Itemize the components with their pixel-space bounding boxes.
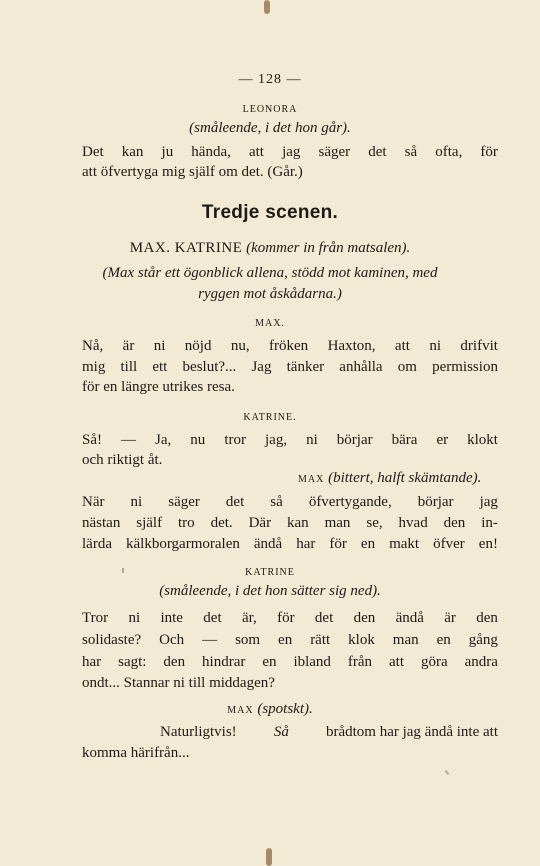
word: tror [224, 432, 246, 448]
word: en [262, 654, 277, 670]
word: säger [318, 144, 351, 160]
word: det [203, 610, 222, 626]
word: Där [248, 515, 272, 531]
stage-direction: (spotskt). [257, 701, 313, 717]
binding-mark-bottom [266, 848, 272, 866]
dialogue-line [82, 142, 498, 162]
word: Ja, [155, 432, 172, 448]
word: säger [168, 494, 200, 510]
word: ofta, [435, 144, 463, 160]
dialogue-line [82, 336, 498, 356]
word: börjar [417, 494, 454, 510]
word: Tror [82, 610, 109, 626]
word: drifvit [460, 338, 498, 354]
dialogue-line [82, 630, 498, 650]
word: jag [282, 144, 301, 160]
stage-direction: (kommer in från matsalen). [246, 240, 411, 256]
word: för [329, 536, 347, 552]
word: Jag [251, 359, 272, 375]
word: Och [159, 632, 185, 648]
dialogue-line: ondt... Stannar ni till middagen? [82, 675, 275, 691]
word: börjar [336, 432, 373, 448]
word: nästan [82, 515, 121, 531]
word: nu, [230, 338, 250, 354]
paper-speck [445, 770, 450, 775]
dialogue-line: för en längre utrikes resa. [82, 379, 235, 395]
word: öfvertygande, [308, 494, 392, 510]
word: om [397, 359, 417, 375]
word: göra [420, 654, 448, 670]
word: en [360, 536, 376, 552]
scene-heading: Tredje scenen. [201, 202, 339, 223]
word: man [392, 632, 419, 648]
speaker-name: MAX. [255, 318, 285, 329]
word: nu [190, 432, 206, 448]
stage-direction: (Max står ett ögonblick allena, stödd mot kaminen, med [102, 265, 438, 281]
word: solidaste? [82, 632, 142, 648]
word: jag, [265, 432, 288, 448]
word: ni [130, 494, 143, 510]
word: permission [432, 359, 498, 375]
word: ändå [253, 536, 283, 552]
dialogue-fragment: brådtom har jag ändå inte att [325, 724, 498, 740]
dialogue-line [82, 608, 498, 628]
word: andra [464, 654, 498, 670]
word: hvad [398, 515, 428, 531]
word: är, [241, 610, 257, 626]
word: det. [210, 515, 233, 531]
word: en [436, 632, 451, 648]
word: att [394, 338, 410, 354]
speaker-line [298, 468, 481, 490]
word: beslut?... [182, 359, 237, 375]
dialogue-fragment: Naturligtvis! [160, 724, 237, 740]
speaker-name: KATRINE. [243, 412, 297, 423]
dialogue-line [82, 534, 498, 554]
word: anhålla [339, 359, 383, 375]
word: är [444, 610, 456, 626]
page-number: — 128 — [238, 72, 302, 87]
dialogue-line [82, 513, 498, 533]
word: det [314, 610, 334, 626]
speaker-name: LEONORA [242, 104, 298, 115]
word: kan [287, 515, 309, 531]
word: Nå, [82, 338, 104, 354]
word: ett [152, 359, 168, 375]
word: hindrar [202, 654, 246, 670]
word: mig [82, 359, 106, 375]
word: ju [161, 144, 174, 160]
word: till [120, 359, 138, 375]
word: tänker [286, 359, 325, 375]
word: själf [136, 515, 163, 531]
word: tro [178, 515, 195, 531]
dialogue-line: komma härifrån... [82, 745, 190, 761]
dialogue-fragment: Så [273, 724, 289, 740]
word: den [443, 515, 466, 531]
dialogue-line [82, 357, 498, 377]
word: den [163, 654, 186, 670]
word: in- [481, 515, 498, 531]
stage-direction: (småleende, i det hon sätter sig ned). [159, 583, 381, 599]
dialogue-line: och riktigt åt. [82, 452, 163, 468]
word: gång [468, 632, 498, 648]
dialogue-line [82, 430, 498, 450]
word: klok [348, 632, 375, 648]
word: ni [153, 338, 166, 354]
word: nöjd [184, 338, 212, 354]
word: Så! [82, 432, 102, 448]
word: hända, [191, 144, 231, 160]
word: att [389, 654, 404, 670]
word: ni [128, 610, 141, 626]
word: från [347, 654, 373, 670]
word: att [248, 144, 264, 160]
word: ni [429, 338, 441, 354]
word: ibland [293, 654, 331, 670]
word: öfver [433, 536, 465, 552]
word: inte [160, 610, 183, 626]
word: den [353, 610, 376, 626]
speaker-name: MAX [298, 474, 325, 485]
word: ni [306, 432, 318, 448]
word: för [480, 144, 498, 160]
word: en [278, 632, 293, 648]
word: När [82, 494, 105, 510]
word: Det [82, 144, 104, 160]
word: — [121, 432, 137, 448]
word: det [225, 494, 245, 510]
word: för [277, 610, 295, 626]
speaker-name: KATRINE [245, 567, 295, 578]
word: så [404, 144, 418, 160]
word: Haxton, [327, 338, 376, 354]
word: man [324, 515, 351, 531]
word: så [270, 494, 283, 510]
word: — [202, 632, 218, 648]
dialogue-line [82, 652, 498, 672]
word: ändå [395, 610, 424, 626]
word: se, [366, 515, 383, 531]
word: jag [479, 494, 498, 510]
word: har [296, 536, 316, 552]
word: har [82, 654, 102, 670]
word: klokt [467, 432, 498, 448]
stage-direction: (småleende, i det hon går). [189, 120, 351, 136]
word: rätt [310, 632, 331, 648]
cast-names: MAX. KATRINE [129, 240, 243, 256]
speaker-line [0, 699, 540, 721]
dialogue-line [160, 722, 498, 742]
stage-direction: (bittert, halft skämtande). [328, 470, 482, 486]
word: är [122, 338, 135, 354]
word: den [476, 610, 498, 626]
binding-mark-top [264, 0, 270, 14]
word: det [368, 144, 387, 160]
word: en! [478, 536, 498, 552]
dialogue-line: att öfvertyga mig själf om det. (Går.) [82, 164, 303, 180]
stage-direction: ryggen mot åskådarna.) [198, 286, 342, 302]
word: fröken [269, 338, 309, 354]
word: sagt: [118, 654, 147, 670]
word: lärda [82, 536, 112, 552]
word: kan [121, 144, 144, 160]
cast-line [0, 238, 540, 258]
word: bära [391, 432, 418, 448]
word: makt [389, 536, 420, 552]
dialogue-line [82, 492, 498, 512]
word: er [436, 432, 449, 448]
word: som [235, 632, 261, 648]
speaker-name: MAX [227, 705, 254, 716]
word: kälkborgarmoralen [126, 536, 240, 552]
